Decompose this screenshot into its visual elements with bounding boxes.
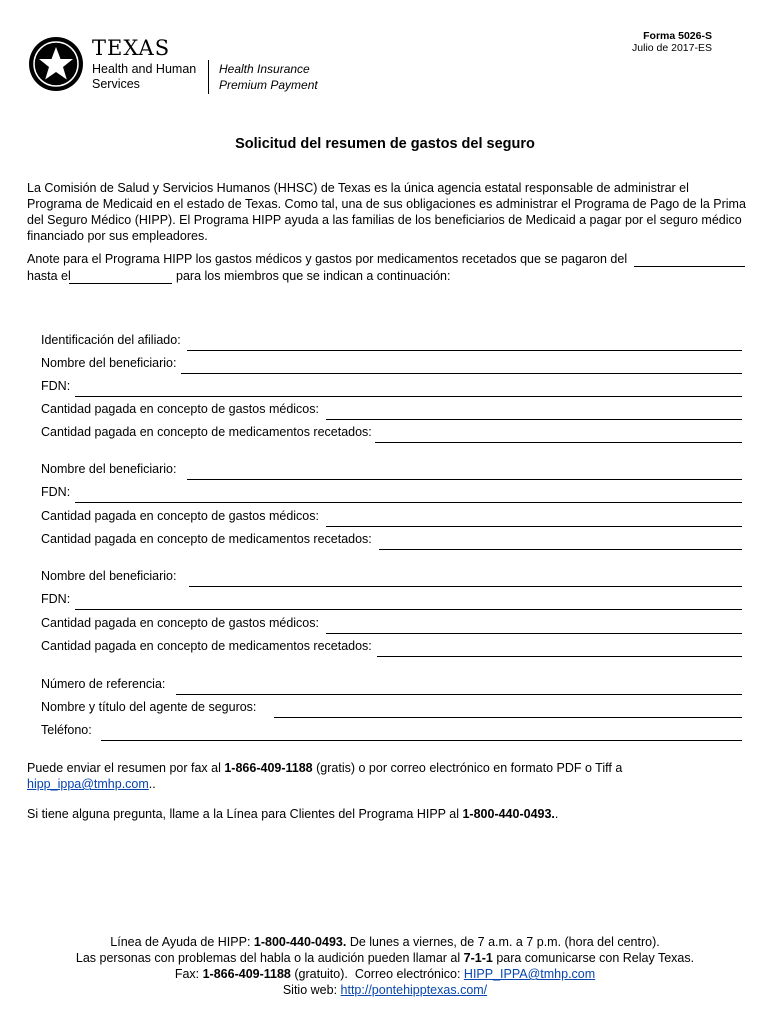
form-number: Forma 5026-S <box>643 30 712 42</box>
reference-row <box>41 677 742 695</box>
reference-field[interactable] <box>176 694 742 695</box>
agent-label: Nombre y título del agente de seguros: <box>41 700 257 714</box>
relay-number: 7-1-1 <box>463 951 493 965</box>
phone-row <box>41 723 742 741</box>
reference-label: Número de referencia: <box>41 677 166 691</box>
relay-suffix: para comunicarse con Relay Texas. <box>496 951 695 965</box>
request-line-2-suffix: para los miembros que se indican a continuación: <box>176 269 451 283</box>
dob-label: FDN: <box>41 485 71 499</box>
agency-subtitle <box>92 62 196 92</box>
question-note <box>27 806 747 822</box>
footer-contact <box>0 966 770 982</box>
fax-note-middle: (gratis) o por correo electrónico en formato PDF o Tiff a <box>316 761 623 775</box>
footer-email-prefix: Correo electrónico: <box>354 967 461 981</box>
end-date-field[interactable] <box>69 283 172 284</box>
beneficiary-field-1[interactable] <box>181 373 742 374</box>
start-date-field[interactable] <box>634 266 745 267</box>
fax-note-prefix: Puede enviar el resumen por fax al <box>27 761 221 775</box>
rx-amount-field-3[interactable] <box>377 656 742 657</box>
rx-amount-field-2[interactable] <box>379 549 742 550</box>
rx-label: Cantidad pagada en concepto de medicamentos recetados: <box>41 532 372 546</box>
medical-row-1 <box>41 402 742 420</box>
footer-email-link[interactable]: HIPP_IPPA@tmhp.com <box>463 967 596 981</box>
request-line-2-prefix: hasta el <box>27 269 71 283</box>
rx-row-2 <box>41 532 742 550</box>
form-identifier <box>632 30 712 54</box>
dob-field-2[interactable] <box>75 502 742 503</box>
medical-amount-field-2[interactable] <box>326 526 742 527</box>
beneficiary-row-3 <box>41 569 742 587</box>
beneficiary-label: Nombre del beneficiario: <box>41 462 177 476</box>
agency-name: TEXAS <box>92 36 171 60</box>
medical-label: Cantidad pagada en concepto de gastos médicos: <box>41 402 319 416</box>
agent-row <box>41 700 742 718</box>
medical-row-2 <box>41 509 742 527</box>
footer-helpline <box>0 934 770 950</box>
medical-row-3 <box>41 616 742 634</box>
footer-web <box>0 982 770 998</box>
rx-row-3 <box>41 639 742 657</box>
member-id-field[interactable] <box>187 350 742 351</box>
beneficiary-label: Nombre del beneficiario: <box>41 356 177 370</box>
dob-label: FDN: <box>41 592 71 606</box>
beneficiary-field-3[interactable] <box>189 586 742 587</box>
dob-field-1[interactable] <box>75 396 742 397</box>
medical-label: Cantidad pagada en concepto de gastos médicos: <box>41 509 319 523</box>
footer-fax-free: (gratuito). <box>294 967 348 981</box>
footer-web-link[interactable]: http://pontehipptexas.com/ <box>340 983 488 997</box>
page-title: Solicitud del resumen de gastos del seguro <box>235 136 535 152</box>
footer-fax-number: 1-866-409-1188 <box>202 967 291 981</box>
rx-label: Cantidad pagada en concepto de medicamentos recetados: <box>41 425 372 439</box>
medical-label: Cantidad pagada en concepto de gastos médicos: <box>41 616 319 630</box>
beneficiary-row-2 <box>41 462 742 480</box>
agency-sub-line-1: Health and Human <box>92 62 197 76</box>
fax-number: 1-866-409-1188 <box>224 761 313 775</box>
medical-amount-field-1[interactable] <box>326 419 742 420</box>
member-id-label: Identificación del afiliado: <box>41 333 181 347</box>
question-note-suffix: . <box>554 807 559 821</box>
dob-row-1 <box>41 379 742 397</box>
phone-field[interactable] <box>101 740 742 741</box>
beneficiary-label: Nombre del beneficiario: <box>41 569 177 583</box>
fax-note <box>27 760 747 792</box>
email-suffix: .. <box>148 777 156 791</box>
form-date: Julio de 2017-ES <box>632 42 712 54</box>
dob-row-3 <box>41 592 742 610</box>
program-line-2: Premium Payment <box>219 78 318 92</box>
rx-amount-field-1[interactable] <box>375 442 742 443</box>
dob-label: FDN: <box>41 379 71 393</box>
intro-paragraph: La Comisión de Salud y Servicios Humanos (HHSC) de Texas es la única agencia estatal responsable de administrar el Programa de Medicaid en el estado de Texas. Como tal, una de sus obligaciones es administrar el Programa de Pago de la Prima del Seguro Médico (HIPP). El Programa HIPP ayuda a las familias de los beneficiarios de Medicaid a pagar por el seguro médico financiado por sus empleadores. <box>27 181 746 243</box>
logo-divider <box>208 60 209 94</box>
rx-label: Cantidad pagada en concepto de medicamentos recetados: <box>41 639 372 653</box>
rx-row-1 <box>41 425 742 443</box>
agency-sub-line-2: Services <box>92 77 140 91</box>
agent-field[interactable] <box>274 717 742 718</box>
dob-field-3[interactable] <box>75 609 742 610</box>
helpline-phone: 1-800-440-0493. <box>253 935 347 949</box>
beneficiary-row-1 <box>41 356 742 374</box>
medical-amount-field-3[interactable] <box>326 633 742 634</box>
email-link[interactable]: hipp_ippa@tmhp.com <box>27 777 149 791</box>
phone-label: Teléfono: <box>41 723 92 737</box>
footer <box>0 934 770 998</box>
texas-star-seal-icon <box>28 36 84 92</box>
footer-fax-prefix: Fax: <box>174 967 200 981</box>
footer-relay <box>0 950 770 966</box>
member-id-row <box>41 333 742 351</box>
beneficiary-field-2[interactable] <box>187 479 742 480</box>
relay-prefix: Las personas con problemas del habla o la audición pueden llamar al <box>75 951 461 965</box>
dob-row-2 <box>41 485 742 503</box>
helpline-hours: De lunes a viernes, de 7 a.m. a 7 p.m. (hora del centro). <box>349 935 660 949</box>
helpline-prefix: Línea de Ayuda de HIPP: <box>110 935 251 949</box>
client-line-phone: 1-800-440-0493. <box>462 807 555 821</box>
request-line-1: Anote para el Programa HIPP los gastos médicos y gastos por medicamentos recetados que se pagaron del <box>27 252 628 266</box>
question-note-prefix: Si tiene alguna pregunta, llame a la Línea para Clientes del Programa HIPP al <box>27 807 459 821</box>
program-name <box>219 61 318 93</box>
program-line-1: Health Insurance <box>219 62 310 76</box>
footer-web-prefix: Sitio web: <box>282 983 338 997</box>
